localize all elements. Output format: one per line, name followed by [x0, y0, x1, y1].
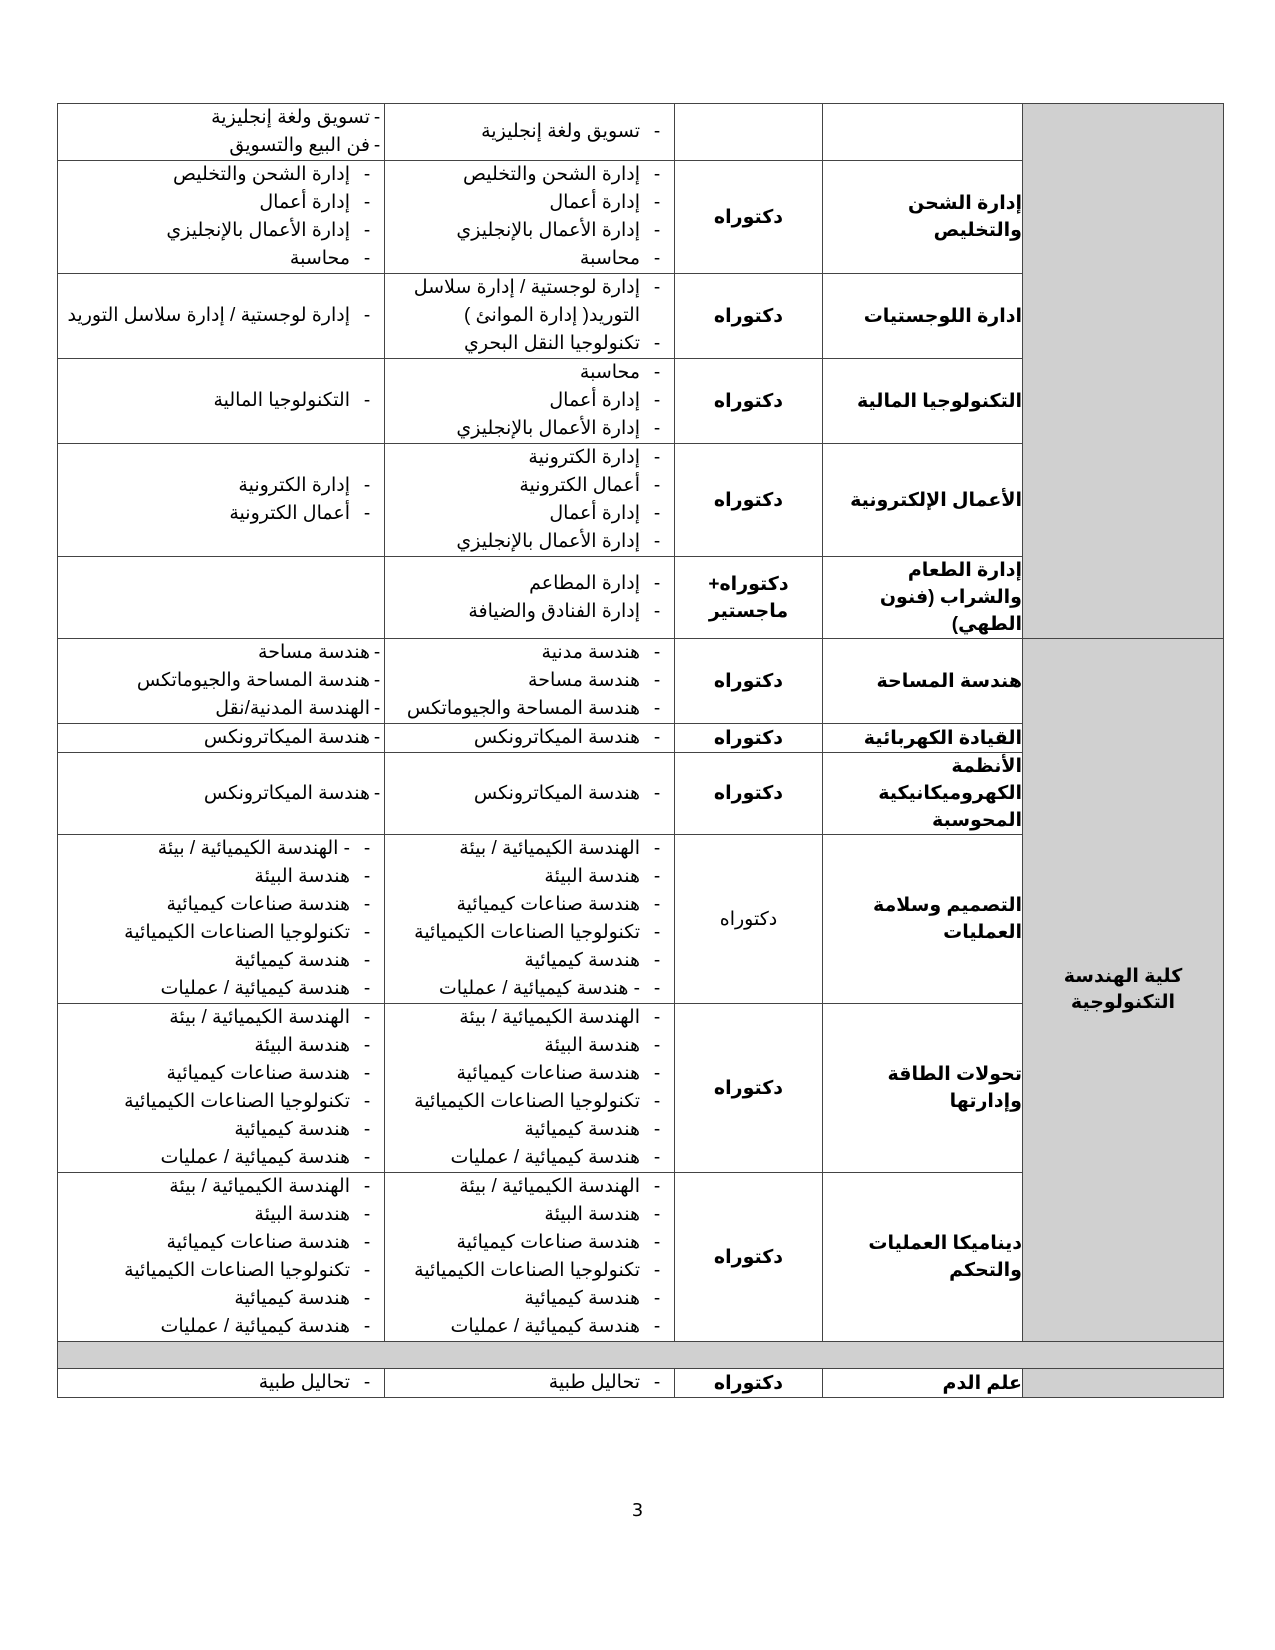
dash-marker: - [653, 333, 661, 354]
specialty-cell: القيادة الكهربائية [823, 724, 1023, 753]
dash-marker: - [363, 1091, 371, 1112]
dash-marker: - [653, 978, 661, 999]
list-item: - إدارة أعمال [385, 500, 674, 528]
accepted-qualifications [58, 444, 385, 557]
required-qualifications [385, 1369, 675, 1398]
dash-marker: - [653, 894, 661, 915]
specialty-cell: الأعمال الإلكترونية [823, 444, 1023, 557]
required-qualifications [385, 104, 675, 161]
dash-marker: - [653, 1063, 661, 1084]
list-item: - تكنولوجيا الصناعات الكيميائية [385, 919, 674, 947]
dash-marker: - [653, 1260, 661, 1281]
dash-marker: - [653, 447, 661, 468]
list-item: - هندسة كيميائية / عمليات [58, 1313, 384, 1341]
required-qualifications [385, 557, 675, 639]
list-item: - إدارة الشحن والتخليص [58, 161, 384, 189]
table-row [58, 1369, 1224, 1398]
list-item: - هندسة البيئة [58, 1032, 384, 1060]
list-item: - أعمال الكترونية [58, 500, 384, 528]
degree-cell: دكتوراه+ ماجستير [675, 557, 823, 639]
list-item: - هندسة مساحة [58, 639, 384, 667]
list-item: - هندسة كيميائية [58, 1285, 384, 1313]
dash-marker: - [363, 866, 371, 887]
list-item: - تسويق ولغة إنجليزية [58, 104, 384, 132]
list-item: - التكنولوجيا المالية [58, 387, 384, 415]
dash-marker: - [363, 1316, 371, 1337]
dash-marker: - [653, 642, 661, 663]
dash-marker: - [653, 390, 661, 411]
dash-marker: - [653, 1035, 661, 1056]
dash-marker: - [363, 475, 371, 496]
dash-marker: - [363, 1147, 371, 1168]
dash-marker: - [363, 1232, 371, 1253]
degree-cell: دكتوراه [675, 274, 823, 359]
specialty-cell [823, 104, 1023, 161]
list-item: - الهندسة المدنية/نقل [58, 695, 384, 723]
degree-cell: دكتوراه [675, 1173, 823, 1342]
dash-marker: - [363, 305, 371, 326]
list-item: - هندسة صناعات كيميائية [385, 1060, 674, 1088]
list-item: - هندسة البيئة [58, 1201, 384, 1229]
list-item: - الهندسة الكيميائية / بيئة [385, 1173, 674, 1201]
dash-marker: - [653, 782, 661, 804]
dash-marker: - [653, 950, 661, 971]
list-item: - هندسة مدنية [385, 639, 674, 667]
specialty-cell: الأنظمة الكهروميكانيكية المحوسبة [823, 753, 1023, 835]
list-item: - هندسة صناعات كيميائية [385, 891, 674, 919]
dash-marker: - [363, 978, 371, 999]
dash-marker: - [653, 362, 661, 383]
dash-marker: - [373, 782, 381, 804]
list-item: - هندسة كيميائية [385, 947, 674, 975]
list-item: - إدارة الأعمال بالإنجليزي [385, 217, 674, 245]
specialty-cell: تحولات الطاقة وإدارتها [823, 1004, 1023, 1173]
required-qualifications [385, 724, 675, 753]
dash-marker: - [653, 418, 661, 439]
dash-marker: - [653, 121, 661, 142]
degree-cell: دكتوراه [675, 753, 823, 835]
accepted-qualifications [58, 161, 385, 274]
degree-cell: دكتوراه [675, 1004, 823, 1173]
dash-marker: - [653, 727, 661, 748]
list-item: - هندسة كيميائية / عمليات [385, 1144, 674, 1172]
dash-marker: - [363, 838, 371, 859]
dash-marker: - [363, 1372, 371, 1393]
dash-marker: - [363, 950, 371, 971]
list-item: - هندسة البيئة [385, 863, 674, 891]
dash-marker: - [653, 1288, 661, 1309]
accepted-qualifications [58, 1173, 385, 1342]
degree-cell: دكتوراه [675, 161, 823, 274]
required-qualifications [385, 639, 675, 724]
specialty-cell: التكنولوجيا المالية [823, 359, 1023, 444]
list-item: - محاسبة [385, 245, 674, 273]
dash-marker: - [653, 277, 661, 298]
dash-marker: - [373, 135, 381, 156]
dash-marker: - [373, 642, 381, 663]
list-item: - إدارة أعمال [385, 387, 674, 415]
separator-row [58, 1342, 1224, 1369]
dash-marker: - [363, 1176, 371, 1197]
specialty-cell: هندسة المساحة [823, 639, 1023, 724]
specialty-cell: ادارة اللوجستيات [823, 274, 1023, 359]
degree-cell: دكتوراه [675, 444, 823, 557]
required-qualifications [385, 359, 675, 444]
list-item: - - الهندسة الكيميائية / بيئة [58, 835, 384, 863]
dash-marker: - [653, 1119, 661, 1140]
required-qualifications [385, 1004, 675, 1173]
dash-marker: - [653, 164, 661, 185]
dash-marker: - [653, 600, 661, 622]
list-item: - هندسة المساحة والجيوماتكس [385, 695, 674, 723]
dash-marker: - [653, 220, 661, 241]
dash-marker: - [653, 1007, 661, 1028]
dash-marker: - [363, 1119, 371, 1140]
list-item: - هندسة البيئة [58, 863, 384, 891]
dash-marker: - [363, 1035, 371, 1056]
list-item: - تكنولوجيا الصناعات الكيميائية [385, 1257, 674, 1285]
college-cell [1023, 104, 1224, 639]
accepted-qualifications [58, 274, 385, 359]
list-item: - محاسبة [385, 359, 674, 387]
specialty-cell: ديناميكا العمليات والتحكم [823, 1173, 1023, 1342]
dash-marker: - [363, 248, 371, 269]
degree-cell: دكتوراه [675, 835, 823, 1004]
list-item: - تكنولوجيا الصناعات الكيميائية [385, 1088, 674, 1116]
list-item: - هندسة صناعات كيميائية [58, 1060, 384, 1088]
list-item: - هندسة صناعات كيميائية [58, 1229, 384, 1257]
college-cell: كلية الهندسة التكنولوجية [1023, 639, 1224, 1342]
list-item: - الهندسة الكيميائية / بيئة [385, 1004, 674, 1032]
accepted-qualifications [58, 835, 385, 1004]
list-item: - تحاليل طبية [385, 1369, 674, 1397]
list-item: - هندسة كيميائية / عمليات [385, 1313, 674, 1341]
accepted-qualifications [58, 1369, 385, 1398]
list-item: - إدارة الكترونية [385, 444, 674, 472]
specialty-cell: علم الدم [823, 1369, 1023, 1398]
dash-marker: - [653, 698, 661, 719]
list-item: - هندسة الميكاترونكس [385, 780, 674, 808]
degree-cell: دكتوراه [675, 359, 823, 444]
dash-marker: - [653, 866, 661, 887]
list-item: - هندسة كيميائية / عمليات [58, 975, 384, 1003]
dash-marker: - [653, 922, 661, 943]
dash-marker: - [653, 1372, 661, 1393]
dash-marker: - [653, 572, 661, 594]
specialty-cell: التصميم وسلامة العمليات [823, 835, 1023, 1004]
required-qualifications [385, 161, 675, 274]
list-item: - إدارة أعمال [58, 189, 384, 217]
dash-marker: - [373, 698, 381, 719]
dash-marker: - [363, 1007, 371, 1028]
list-item: - هندسة الميكاترونكس [58, 780, 384, 808]
dash-marker: - [653, 192, 661, 213]
list-item: - إدارة لوجستية / إدارة سلاسل التوريد( إدارة الموانئ ) [385, 274, 674, 330]
list-item: - تسويق ولغة إنجليزية [385, 118, 674, 146]
accepted-qualifications [58, 639, 385, 724]
dash-marker: - [363, 390, 371, 411]
specialty-cell: إدارة الشحن والتخليص [823, 161, 1023, 274]
list-item: - إدارة الشحن والتخليص [385, 161, 674, 189]
dash-marker: - [653, 838, 661, 859]
dash-marker: - [363, 220, 371, 241]
accepted-qualifications [58, 359, 385, 444]
accepted-qualifications [58, 1004, 385, 1173]
list-item: - هندسة البيئة [385, 1032, 674, 1060]
list-item: - الهندسة الكيميائية / بيئة [58, 1173, 384, 1201]
dash-marker: - [653, 1176, 661, 1197]
dash-marker: - [653, 475, 661, 496]
dash-marker: - [363, 503, 371, 524]
required-qualifications [385, 835, 675, 1004]
list-item: - تكنولوجيا الصناعات الكيميائية [58, 1088, 384, 1116]
dash-marker: - [653, 248, 661, 269]
list-item: - إدارة الكترونية [58, 472, 384, 500]
list-item: - تكنولوجيا الصناعات الكيميائية [58, 919, 384, 947]
list-item: - هندسة كيميائية [385, 1285, 674, 1313]
required-qualifications [385, 444, 675, 557]
accepted-qualifications [58, 753, 385, 835]
list-item: - إدارة أعمال [385, 189, 674, 217]
list-item: - هندسة الميكاترونكس [58, 724, 384, 752]
dash-marker: - [653, 503, 661, 524]
list-item: - تحاليل طبية [58, 1369, 384, 1397]
list-item: - هندسة كيميائية / عمليات [58, 1144, 384, 1172]
degree-cell [675, 104, 823, 161]
required-qualifications [385, 1173, 675, 1342]
list-item: - محاسبة [58, 245, 384, 273]
list-item: - تكنولوجيا النقل البحري [385, 330, 674, 358]
dash-marker: - [363, 1204, 371, 1225]
dash-marker: - [363, 164, 371, 185]
list-item: - - هندسة كيميائية / عمليات [385, 975, 674, 1003]
dash-marker: - [653, 1147, 661, 1168]
dash-marker: - [363, 1260, 371, 1281]
dash-marker: - [653, 1316, 661, 1337]
table-row [58, 104, 1224, 161]
list-item: - هندسة مساحة [385, 667, 674, 695]
list-item: - إدارة الأعمال بالإنجليزي [58, 217, 384, 245]
specializations-table [57, 103, 1224, 1398]
list-item: - هندسة صناعات كيميائية [58, 891, 384, 919]
list-item: - هندسة كيميائية [58, 947, 384, 975]
dash-marker: - [653, 1204, 661, 1225]
degree-cell: دكتوراه [675, 724, 823, 753]
dash-marker: - [653, 531, 661, 552]
dash-marker: - [653, 1232, 661, 1253]
list-item: - هندسة كيميائية [58, 1116, 384, 1144]
list-item: - إدارة لوجستية / إدارة سلاسل التوريد [58, 302, 384, 330]
list-item: - الهندسة الكيميائية / بيئة [385, 835, 674, 863]
list-item: - إدارة المطاعم [385, 570, 674, 598]
dash-marker: - [363, 894, 371, 915]
accepted-qualifications [58, 557, 385, 639]
dash-marker: - [653, 670, 661, 691]
college-cell [1023, 1369, 1224, 1398]
dash-marker: - [363, 1063, 371, 1084]
dash-marker: - [653, 1091, 661, 1112]
table-row [58, 639, 1224, 724]
degree-cell: دكتوراه [675, 639, 823, 724]
specialty-cell: إدارة الطعام والشراب (فنون الطهي) [823, 557, 1023, 639]
list-item: - هندسة البيئة [385, 1201, 674, 1229]
list-item: - هندسة كيميائية [385, 1116, 674, 1144]
list-item: - إدارة الأعمال بالإنجليزي [385, 415, 674, 443]
required-qualifications [385, 753, 675, 835]
list-item: - إدارة الأعمال بالإنجليزي [385, 528, 674, 556]
accepted-qualifications [58, 724, 385, 753]
list-item: - هندسة المساحة والجيوماتكس [58, 667, 384, 695]
dash-marker: - [373, 670, 381, 691]
page-number: 3 [631, 1500, 644, 1521]
list-item: - إدارة الفنادق والضيافة [385, 598, 674, 626]
list-item: - تكنولوجيا الصناعات الكيميائية [58, 1257, 384, 1285]
separator-cell [58, 1342, 1224, 1369]
degree-cell: دكتوراه [675, 1369, 823, 1398]
list-item: - فن البيع والتسويق [58, 132, 384, 160]
list-item: - هندسة صناعات كيميائية [385, 1229, 674, 1257]
dash-marker: - [363, 192, 371, 213]
list-item: - أعمال الكترونية [385, 472, 674, 500]
dash-marker: - [373, 727, 381, 748]
dash-marker: - [373, 107, 381, 128]
dash-marker: - [363, 922, 371, 943]
list-item: - الهندسة الكيميائية / بيئة [58, 1004, 384, 1032]
list-item: - هندسة الميكاترونكس [385, 724, 674, 752]
dash-marker: - [363, 1288, 371, 1309]
required-qualifications [385, 274, 675, 359]
accepted-qualifications [58, 104, 385, 161]
